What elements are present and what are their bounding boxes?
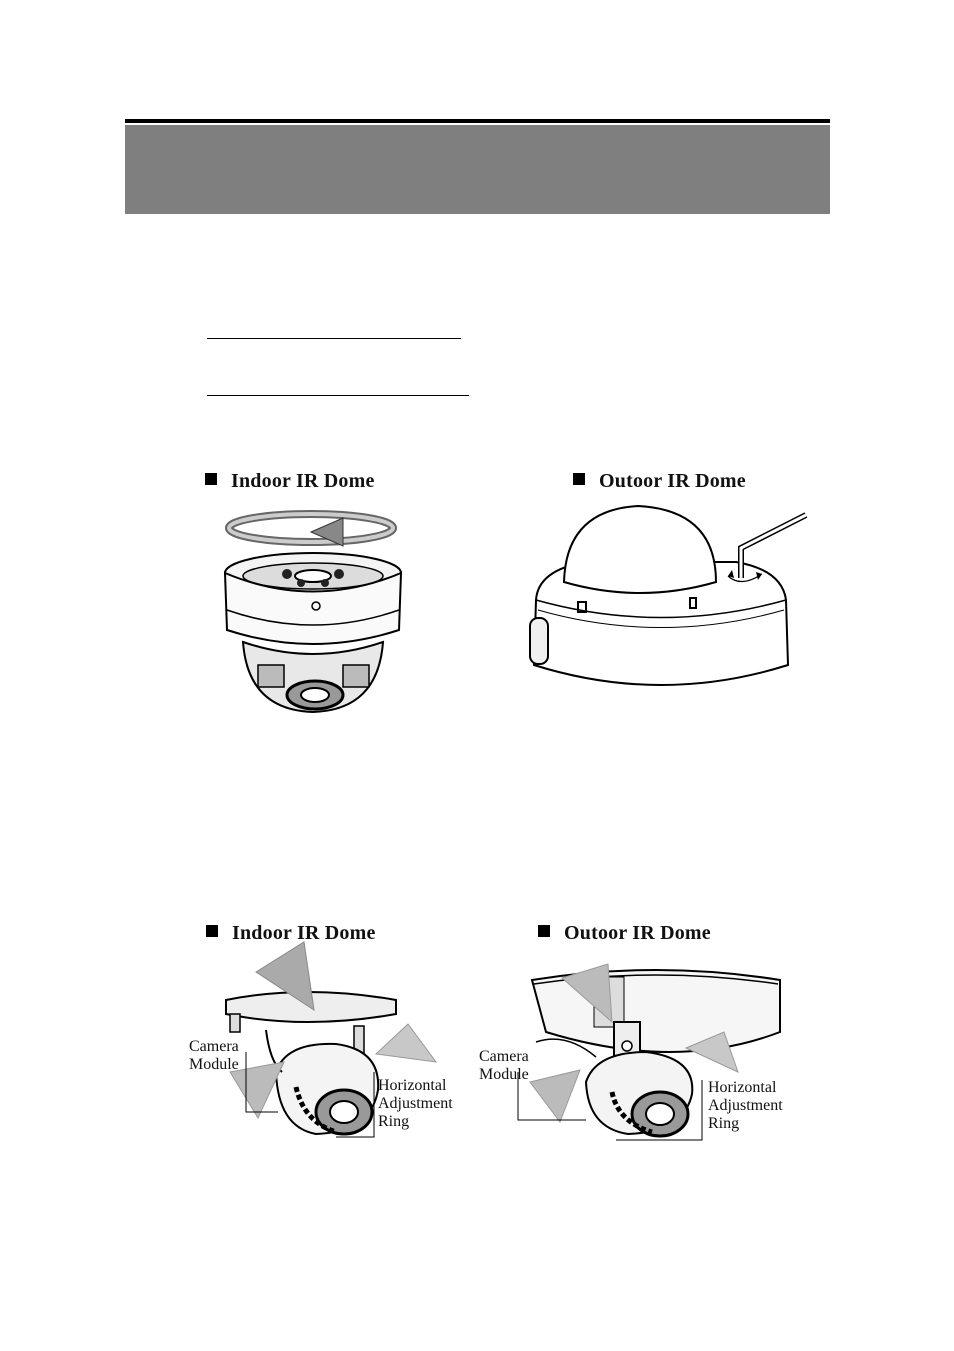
- header-rule: [125, 119, 830, 123]
- callout-line: Module: [189, 1056, 239, 1073]
- underline-2: [207, 395, 469, 396]
- callout-line: Module: [479, 1066, 529, 1083]
- camera-module-label: [189, 1038, 239, 1074]
- callout-line: Camera: [479, 1048, 529, 1065]
- callout-line: Ring: [708, 1115, 740, 1132]
- callout-line: Adjustment: [708, 1097, 783, 1114]
- underline-1: [207, 338, 461, 339]
- indoor-dome-rotate-illustration: [203, 470, 408, 716]
- figure-title-text: Outoor IR Dome: [564, 922, 711, 944]
- figure-outdoor-dome-bottom: [476, 922, 794, 1148]
- callout-line: Horizontal: [708, 1079, 777, 1096]
- callout-line: Camera: [189, 1038, 239, 1055]
- callout-line: Ring: [378, 1113, 410, 1130]
- figure-title-text: Indoor IR Dome: [231, 470, 375, 492]
- horizontal-adjustment-ring-label: [378, 1077, 453, 1131]
- camera-module-label: [479, 1048, 529, 1084]
- figure-indoor-dome-top: [203, 470, 408, 716]
- callout-line: Adjustment: [378, 1095, 453, 1112]
- figure-title-text: Outoor IR Dome: [599, 470, 746, 492]
- callout-line: Horizontal: [378, 1077, 447, 1094]
- figure-title-text: Indoor IR Dome: [232, 922, 376, 944]
- figure-outdoor-dome-top: [526, 470, 811, 716]
- outdoor-dome-hex-key-illustration: [526, 470, 811, 716]
- header-band: [125, 125, 830, 214]
- horizontal-adjustment-ring-label: [708, 1079, 783, 1133]
- figure-indoor-dome-bottom: [186, 922, 468, 1148]
